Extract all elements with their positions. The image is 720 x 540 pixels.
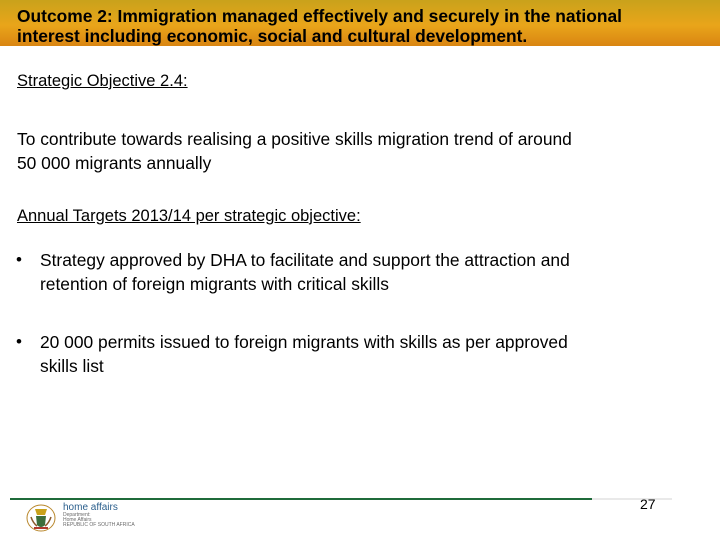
bullet-text-line: 20 000 permits issued to foreign migrants with skills as per approved xyxy=(40,332,568,352)
slide-title-line-1: Outcome 2: Immigration managed effectively and securely in the national xyxy=(17,6,622,26)
objective-text-line-2: 50 000 migrants annually xyxy=(17,153,212,173)
bullet-text xyxy=(40,248,666,296)
footer-rule-right xyxy=(592,498,672,500)
bullet-item xyxy=(16,248,666,296)
footer-rule xyxy=(10,498,592,500)
department-logo xyxy=(25,503,155,533)
slide-title-bar xyxy=(0,0,720,46)
logo-sub-line: Home Affairs xyxy=(63,517,92,523)
coat-of-arms-icon xyxy=(25,503,57,533)
targets-heading: Annual Targets 2013/14 per strategic objective: xyxy=(17,207,361,225)
bullet-dot-icon: • xyxy=(16,332,22,351)
bullet-text xyxy=(40,330,666,378)
logo-text xyxy=(63,503,135,528)
bullet-item xyxy=(16,330,666,378)
bullet-text-line: Strategy approved by DHA to facilitate and support the attraction and xyxy=(40,250,570,270)
page-number: 27 xyxy=(640,496,656,512)
logo-sub-line: Department: xyxy=(63,512,91,518)
objective-text xyxy=(17,127,697,175)
bullet-text-line: skills list xyxy=(40,356,104,376)
logo-sub-line: REPUBLIC OF SOUTH AFRICA xyxy=(63,522,135,528)
bullet-text-line: retention of foreign migrants with critical skills xyxy=(40,274,389,294)
bullet-dot-icon: • xyxy=(16,250,22,269)
objective-heading: Strategic Objective 2.4: xyxy=(17,72,188,90)
objective-text-line-1: To contribute towards realising a positive skills migration trend of around xyxy=(17,129,572,149)
logo-name: home affairs xyxy=(63,502,118,513)
slide-title-line-2: interest including economic, social and cultural development. xyxy=(17,26,528,46)
